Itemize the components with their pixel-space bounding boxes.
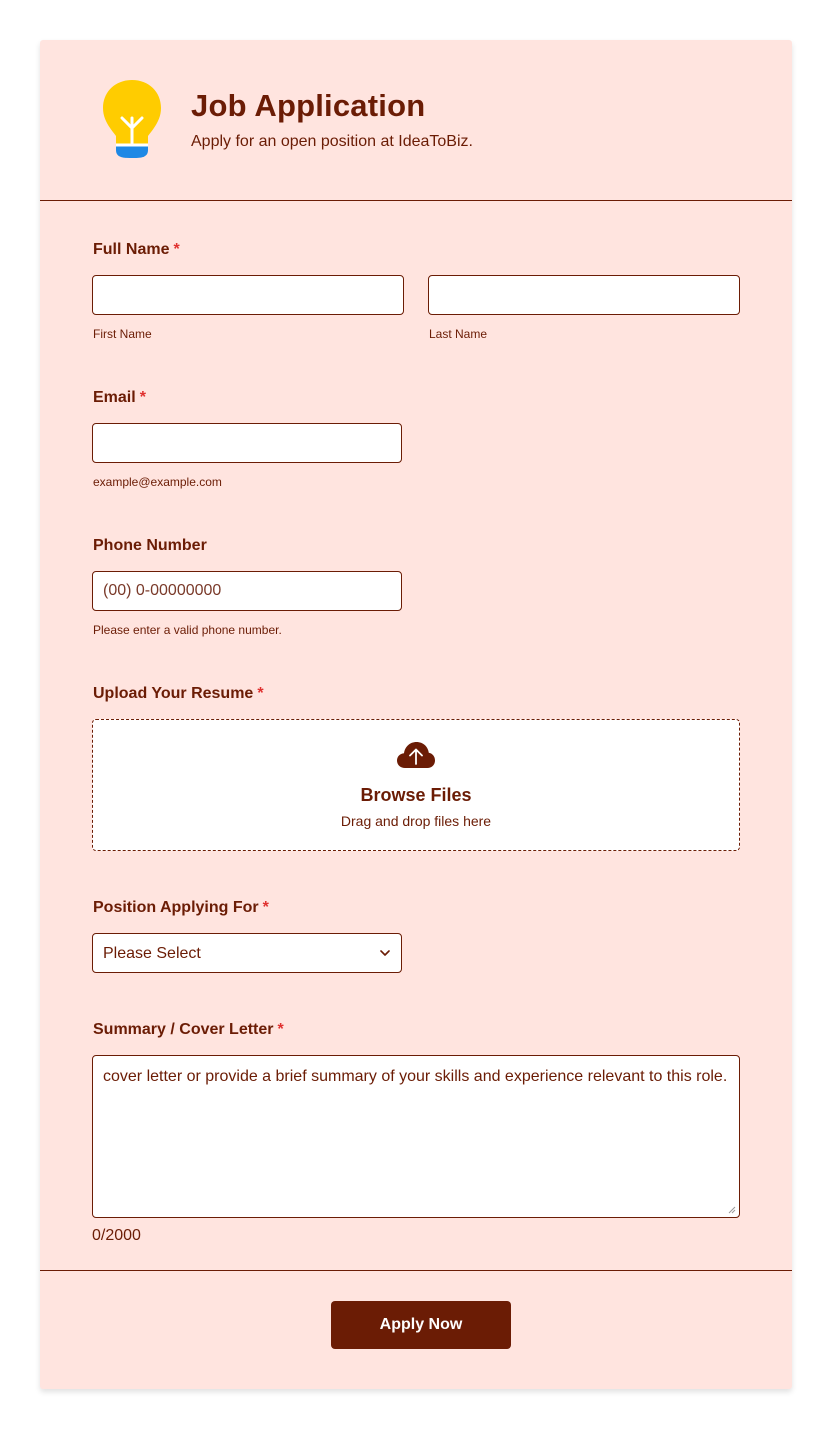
cover-letter-text: cover letter or provide a brief summary of your skills and experience relevant to this role. — [103, 1068, 728, 1085]
resize-grip-icon[interactable] — [728, 1206, 736, 1214]
form-header — [40, 40, 792, 201]
summary-label-text: Summary / Cover Letter — [93, 1021, 274, 1038]
chevron-down-icon — [379, 948, 391, 958]
drag-drop-hint: Drag and drop files here — [340, 813, 492, 829]
phone-label-text: Phone Number — [93, 537, 207, 554]
last-name-sublabel: Last Name — [429, 327, 488, 341]
email-sublabel: example@example.com — [93, 475, 222, 489]
full-name-label-text: Full Name — [93, 241, 170, 258]
form-card — [40, 40, 792, 1389]
cover-letter-textarea[interactable] — [92, 1055, 740, 1218]
phone-input[interactable] — [92, 571, 402, 611]
cloud-upload-icon — [396, 740, 436, 770]
position-select[interactable] — [92, 933, 402, 973]
email-input[interactable] — [92, 423, 402, 463]
position-label — [93, 899, 269, 917]
required-mark: * — [173, 241, 180, 258]
resume-label-text: Upload Your Resume — [93, 685, 254, 702]
required-mark: * — [262, 899, 269, 916]
first-name-sublabel: First Name — [93, 327, 152, 341]
form-footer — [40, 1270, 792, 1389]
position-select-value: Please Select — [103, 945, 201, 962]
page-title: Job Application — [191, 88, 426, 123]
lightbulb-icon — [100, 78, 164, 164]
required-mark: * — [277, 1021, 284, 1038]
email-label — [93, 389, 146, 407]
full-name-label — [93, 241, 180, 259]
required-mark: * — [257, 685, 264, 702]
phone-label — [93, 537, 207, 555]
position-label-text: Position Applying For — [93, 899, 259, 916]
phone-sublabel: Please enter a valid phone number. — [93, 623, 282, 637]
resume-upload-dropzone[interactable] — [92, 719, 740, 851]
character-counter: 0/2000 — [92, 1227, 141, 1244]
email-label-text: Email — [93, 389, 136, 406]
apply-now-button[interactable]: Apply Now — [331, 1301, 511, 1349]
last-name-input[interactable] — [428, 275, 740, 315]
summary-label — [93, 1021, 284, 1039]
resume-label — [93, 685, 264, 703]
browse-files-text: Browse Files — [360, 785, 472, 805]
page-subtitle: Apply for an open position at IdeaToBiz. — [191, 133, 473, 150]
first-name-input[interactable] — [92, 275, 404, 315]
required-mark: * — [139, 389, 146, 406]
